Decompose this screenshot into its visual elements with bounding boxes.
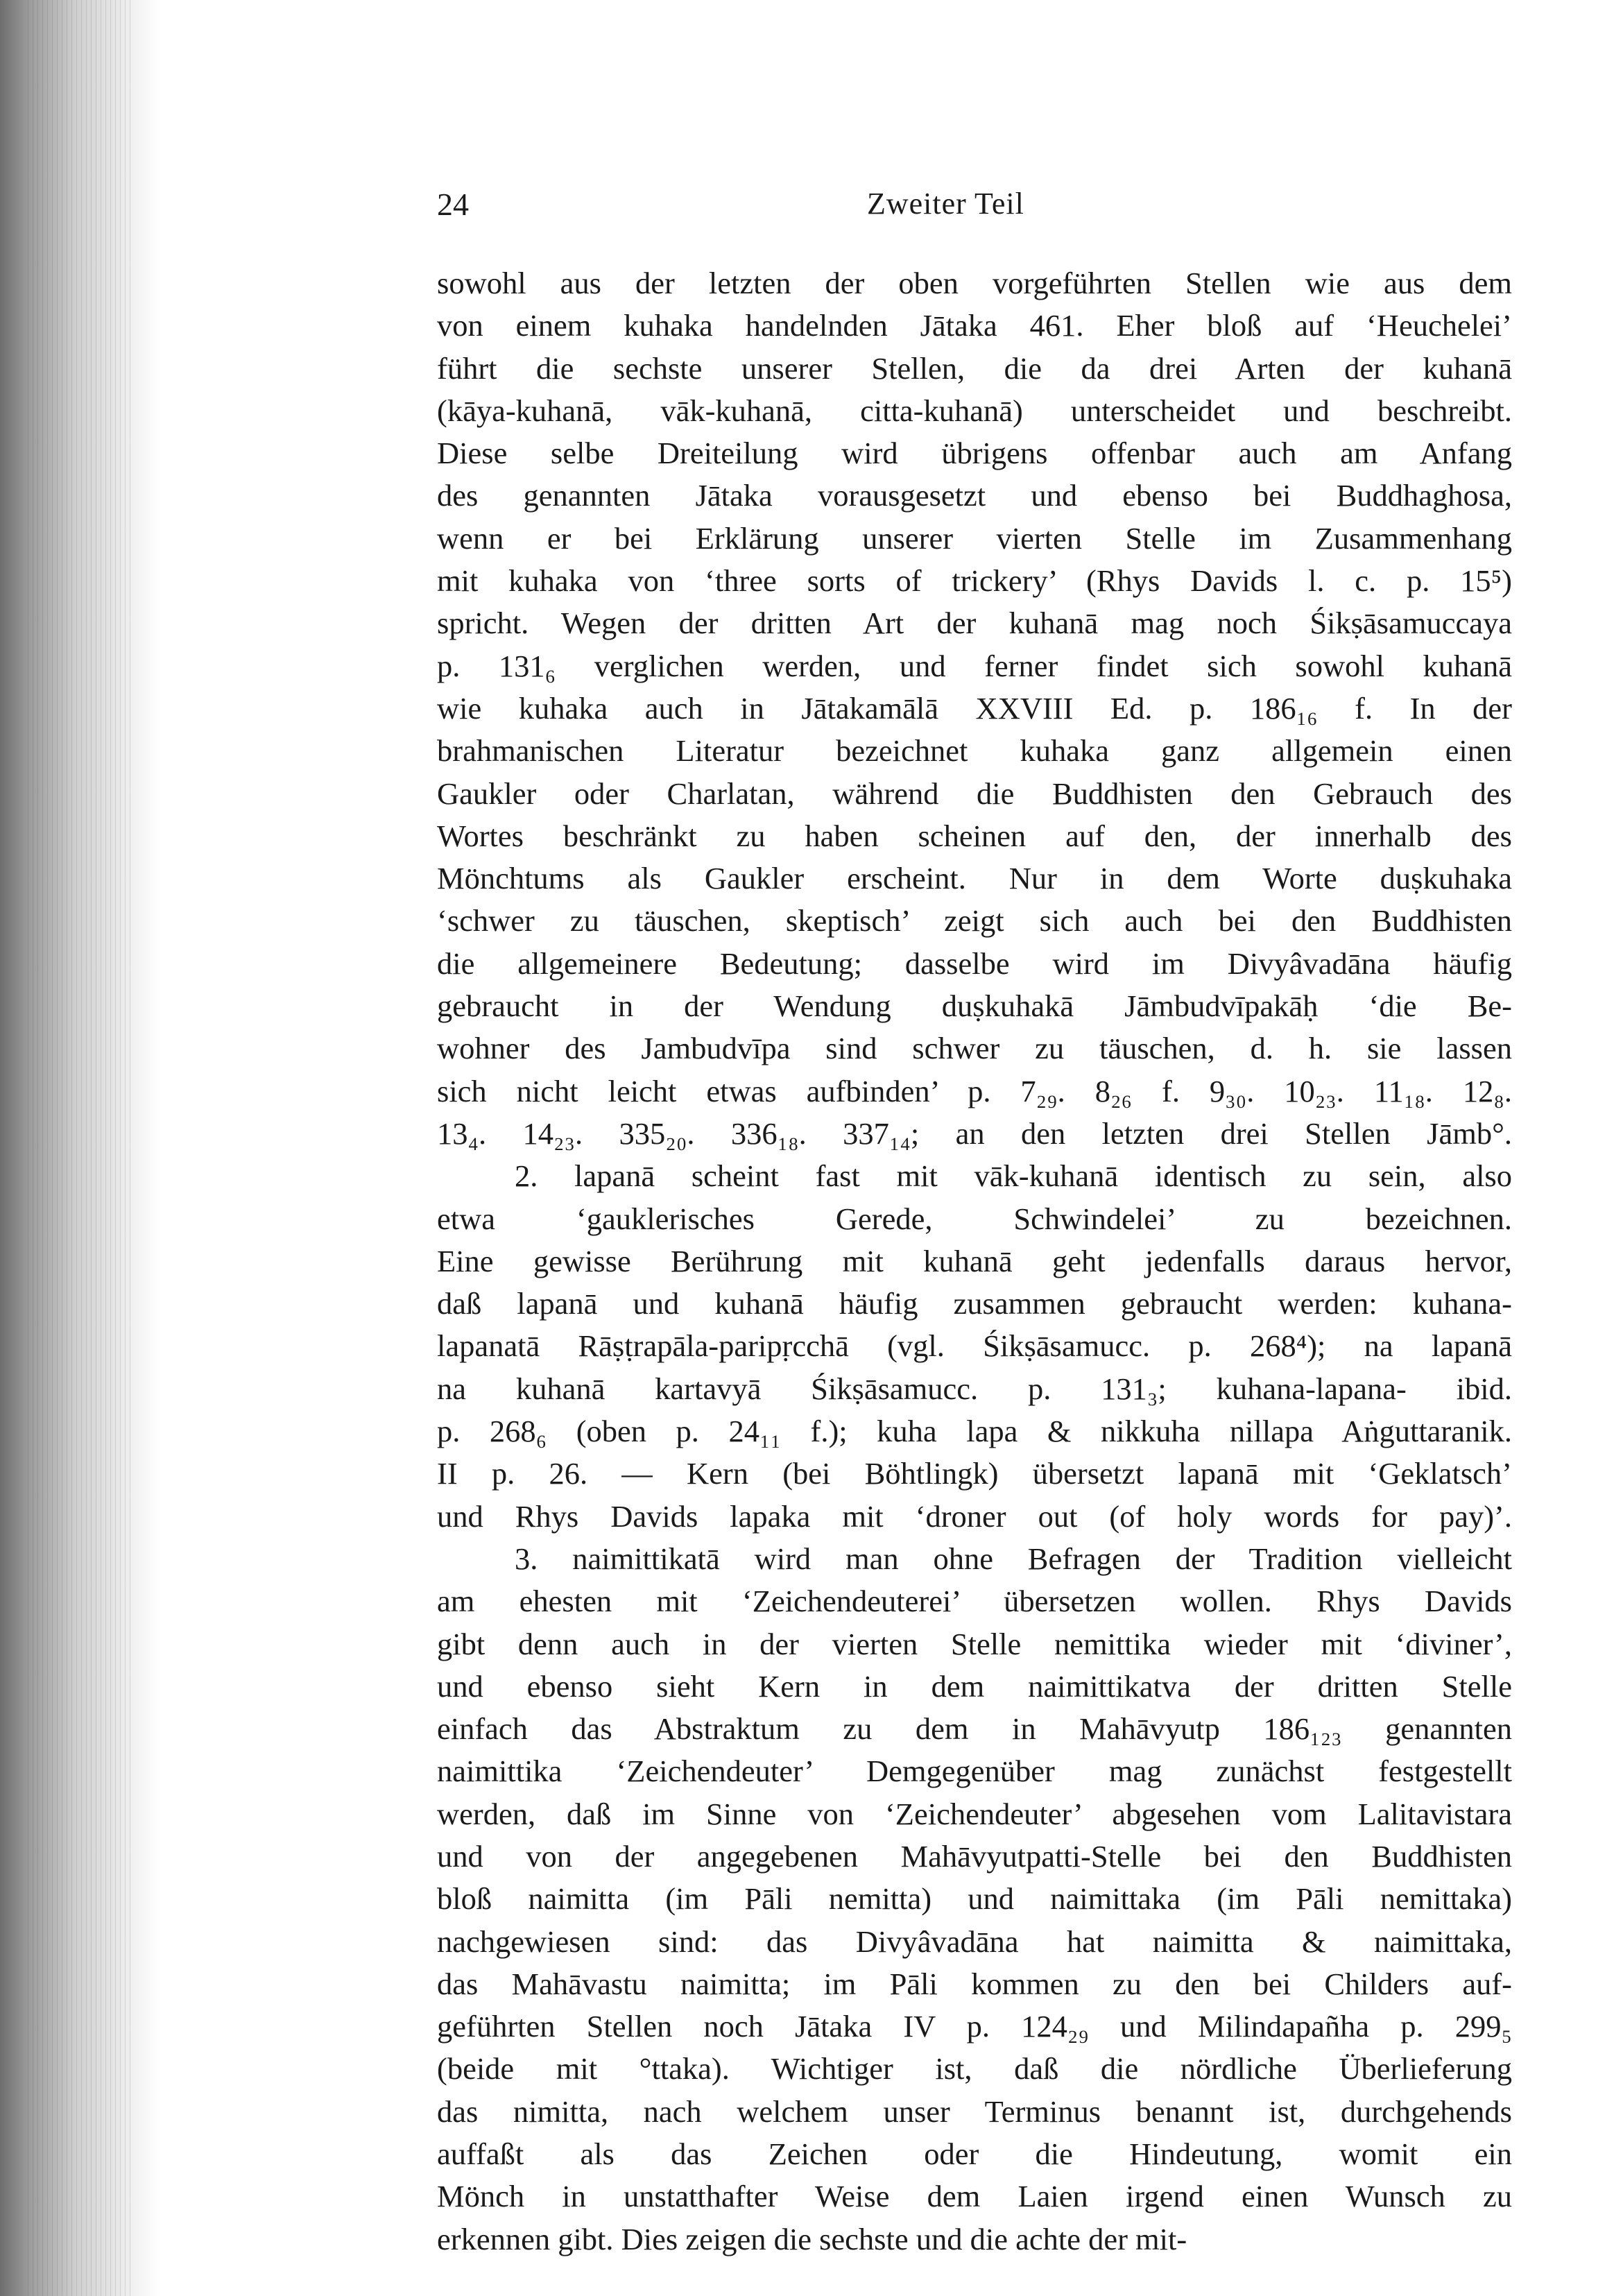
text-line: spricht. Wegen der dritten Art der kuhanā mag noch Śikṣāsamuccaya xyxy=(437,606,1512,641)
text-line: wie kuhaka auch in Jātakamālā XXVIII Ed. p. 186₁₆ f. In der xyxy=(437,690,1512,726)
text-line: sowohl aus der letzten der oben vorgeführten Stellen wie aus dem xyxy=(437,266,1512,300)
paragraph-2 xyxy=(437,1155,1512,1538)
text-line: gibt denn auch in der vierten Stelle nemittika wieder mit ‘diviner’, xyxy=(437,1626,1512,1661)
text-line: und ebenso sieht Kern in dem naimittikatva der dritten Stelle xyxy=(437,1668,1512,1704)
text-line: p. 131₆ verglichen werden, und ferner findet sich sowohl kuhanā xyxy=(437,648,1512,683)
text-line: führt die sechste unserer Stellen, die da drei Arten der kuhanā xyxy=(437,350,1512,386)
text-line: wenn er bei Erklärung unserer vierten Stelle im Zusammenhang xyxy=(437,520,1512,556)
text-line: 13₄. 14₂₃. 335₂₀. 336₁₈. 337₁₄; an den letzten drei Stellen Jāmb°. xyxy=(437,1115,1512,1151)
text-line: naimittika ‘Zeichendeuter’ Demgegenüber mag zunächst festgestellt xyxy=(437,1754,1512,1789)
text-line: ‘schwer zu täuschen, skeptisch’ zeigt sich auch bei den Buddhisten xyxy=(437,903,1512,939)
text-line: nachgewiesen sind: das Divyâvadāna hat naimitta & naimittaka, xyxy=(437,1924,1512,1959)
text-line: daß lapanā und kuhanā häufig zusammen gebraucht werden: kuhana- xyxy=(437,1286,1512,1321)
text-line: II p. 26. — Kern (bei Böhtlingk) übersetzt lapanā mit ‘Geklatsch’ xyxy=(437,1456,1512,1491)
text-line: erkennen gibt. Dies zeigen die sechste und die achte der mit- xyxy=(437,2221,1187,2256)
text-line: das nimitta, nach welchem unser Terminus benannt ist, durchgehends xyxy=(437,2093,1512,2129)
text-line: und Rhys Davids lapaka mit ‘droner out (of holy words for pay)’. xyxy=(437,1498,1512,1534)
text-line: des genannten Jātaka vorausgesetzt und ebenso bei Buddhaghosa, xyxy=(437,478,1512,513)
text-line: und von der angegebenen Mahāvyutpatti-Stelle bei den Buddhisten xyxy=(437,1838,1512,1874)
text-line: (kāya-kuhanā, vāk-kuhanā, citta-kuhanā) unterscheidet und beschreibt. xyxy=(437,393,1512,428)
text-line: Mönchtums als Gaukler erscheint. Nur in dem Worte duṣkuhaka xyxy=(437,861,1512,896)
text-line: p. 268₆ (oben p. 24₁₁ f.); kuha lapa & nikkuha nillapa Aṅguttaranik. xyxy=(437,1414,1512,1449)
text-line: werden, daß im Sinne von ‘Zeichendeuter’ abgesehen vom Lalitavistara xyxy=(437,1796,1512,1831)
text-line: am ehesten mit ‘Zeichendeuterei’ übersetzen wollen. Rhys Davids xyxy=(437,1584,1512,1619)
text-line: Gaukler oder Charlatan, während die Buddhisten den Gebrauch des xyxy=(437,776,1512,811)
running-head: Zweiter Teil xyxy=(867,187,1024,221)
text-line: bloß naimitta (im Pāli nemitta) und naimittaka (im Pāli nemittaka) xyxy=(437,1881,1512,1917)
text-line: (beide mit °ttaka). Wichtiger ist, daß die nördliche Überlieferung xyxy=(437,2051,1512,2087)
text-line: geführten Stellen noch Jātaka IV p. 124₂₉ und Milindapañha p. 299₅ xyxy=(437,2009,1512,2044)
text-line: Mönch in unstatthafter Weise dem Laien irgend einen Wunsch zu xyxy=(437,2179,1512,2214)
page-edge-texture xyxy=(28,0,132,2296)
text-line: Eine gewisse Berührung mit kuhanā geht jedenfalls daraus hervor, xyxy=(437,1243,1512,1278)
page-header xyxy=(437,186,1477,234)
text-line: wohner des Jambudvīpa sind schwer zu täuschen, d. h. sie lassen xyxy=(437,1031,1512,1066)
paragraph-1 xyxy=(437,262,1512,1155)
text-line: lapanatā Rāṣṭrapāla-paripṛcchā (vgl. Śikṣāsamucc. p. 268⁴); na lapanā xyxy=(437,1328,1512,1364)
text-line: sich nicht leicht etwas aufbinden’ p. 7₂₉. 8₂₆ f. 9₃₀. 10₂₃. 11₁₈. 12₈. xyxy=(437,1073,1512,1108)
text-line: brahmanischen Literatur bezeichnet kuhaka ganz allgemein einen xyxy=(437,733,1512,769)
text-line: 3. naimittikatā wird man ohne Befragen der Tradition vielleicht xyxy=(515,1541,1512,1576)
body-text xyxy=(437,262,1512,2261)
text-line: etwa ‘gauklerisches Gerede, Schwindelei’ zu bezeichnen. xyxy=(437,1201,1512,1236)
text-line: gebraucht in der Wendung duṣkuhakā Jāmbudvīpakāḥ ‘die Be- xyxy=(437,988,1512,1024)
text-line: mit kuhaka von ‘three sorts of trickery’ (Rhys Davids l. c. p. 15⁵) xyxy=(437,563,1512,599)
text-line: auffaßt als das Zeichen oder die Hindeutung, womit ein xyxy=(437,2136,1512,2172)
text-line: einfach das Abstraktum zu dem in Mahāvyutp 186₁₂₃ genannten xyxy=(437,1711,1512,1747)
text-line: von einem kuhaka handelnden Jātaka 461. Eher bloß auf ‘Heuchelei’ xyxy=(437,308,1512,343)
paragraph-3 xyxy=(437,1538,1512,2261)
page-number: 24 xyxy=(437,187,469,222)
text-line: das Mahāvastu naimitta; im Pāli kommen zu den bei Childers auf- xyxy=(437,1966,1512,2001)
text-line: na kuhanā kartavyā Śikṣāsamucc. p. 131₃; kuhana-lapana- ibid. xyxy=(437,1371,1512,1406)
text-line: 2. lapanā scheint fast mit vāk-kuhanā identisch zu sein, also xyxy=(515,1158,1512,1194)
text-line: die allgemeinere Bedeutung; dasselbe wird im Divyâvadāna häufig xyxy=(437,945,1512,981)
text-line: Wortes beschränkt zu haben scheinen auf den, der innerhalb des xyxy=(437,818,1512,853)
text-line: Diese selbe Dreiteilung wird übrigens offenbar auch am Anfang xyxy=(437,436,1512,471)
